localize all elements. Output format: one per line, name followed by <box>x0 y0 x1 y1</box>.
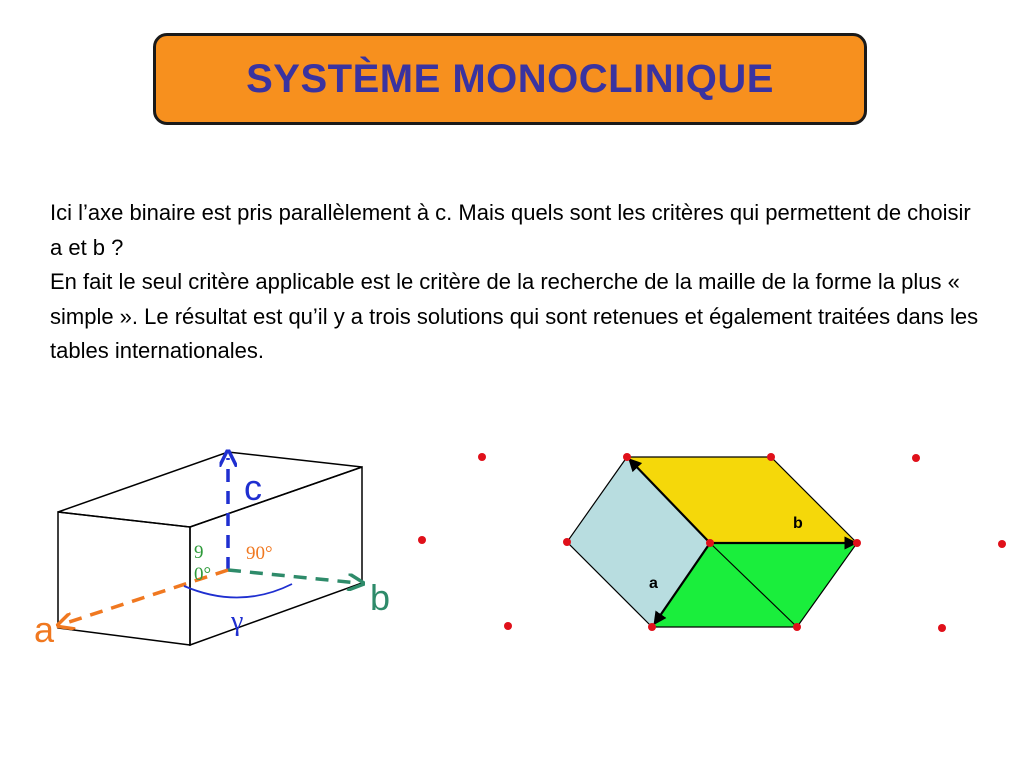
lattice-point <box>563 538 571 546</box>
vector-a-label: a <box>649 575 658 592</box>
axis-c-label: c <box>244 467 262 508</box>
vector-b-label: b <box>793 515 803 532</box>
prism-top-face <box>58 452 362 527</box>
lattice-point <box>706 539 714 547</box>
gamma-label: γ <box>231 606 244 637</box>
lattice-point <box>853 539 861 547</box>
paragraph-2: En fait le seul critère applicable est le critère de la recherche de la maille de la forme la plus « simple ». Le résultat est qu’il y a trois solutions qui sont retenues et également traitées dans les tables internationales. <box>50 269 979 363</box>
lattice-point <box>938 624 946 632</box>
lattice-diagram <box>418 453 1006 632</box>
lattice-point <box>998 540 1006 548</box>
page-title: SYSTÈME MONOCLINIQUE <box>246 56 774 101</box>
angle-bc-label: 90° <box>246 543 273 564</box>
angle-ac-box <box>194 542 220 590</box>
axis-b-label: b <box>370 577 391 618</box>
paragraph-1: Ici l’axe binaire est pris parallèlement à c. Mais quels sont les critères qui permettent de choisir a et b ? <box>50 200 971 260</box>
lattice-point <box>623 453 631 461</box>
lattice-point <box>418 536 426 544</box>
lattice-point <box>793 623 801 631</box>
axis-b-arrow <box>228 570 358 583</box>
lattice-point <box>648 623 656 631</box>
lattice-point <box>912 454 920 462</box>
lattice-point <box>504 622 512 630</box>
angle-ac-label: 90° <box>194 542 212 585</box>
lattice-point <box>767 453 775 461</box>
axis-a-label: a <box>34 609 55 650</box>
prism-front-face <box>58 512 190 645</box>
lattice-point <box>478 453 486 461</box>
